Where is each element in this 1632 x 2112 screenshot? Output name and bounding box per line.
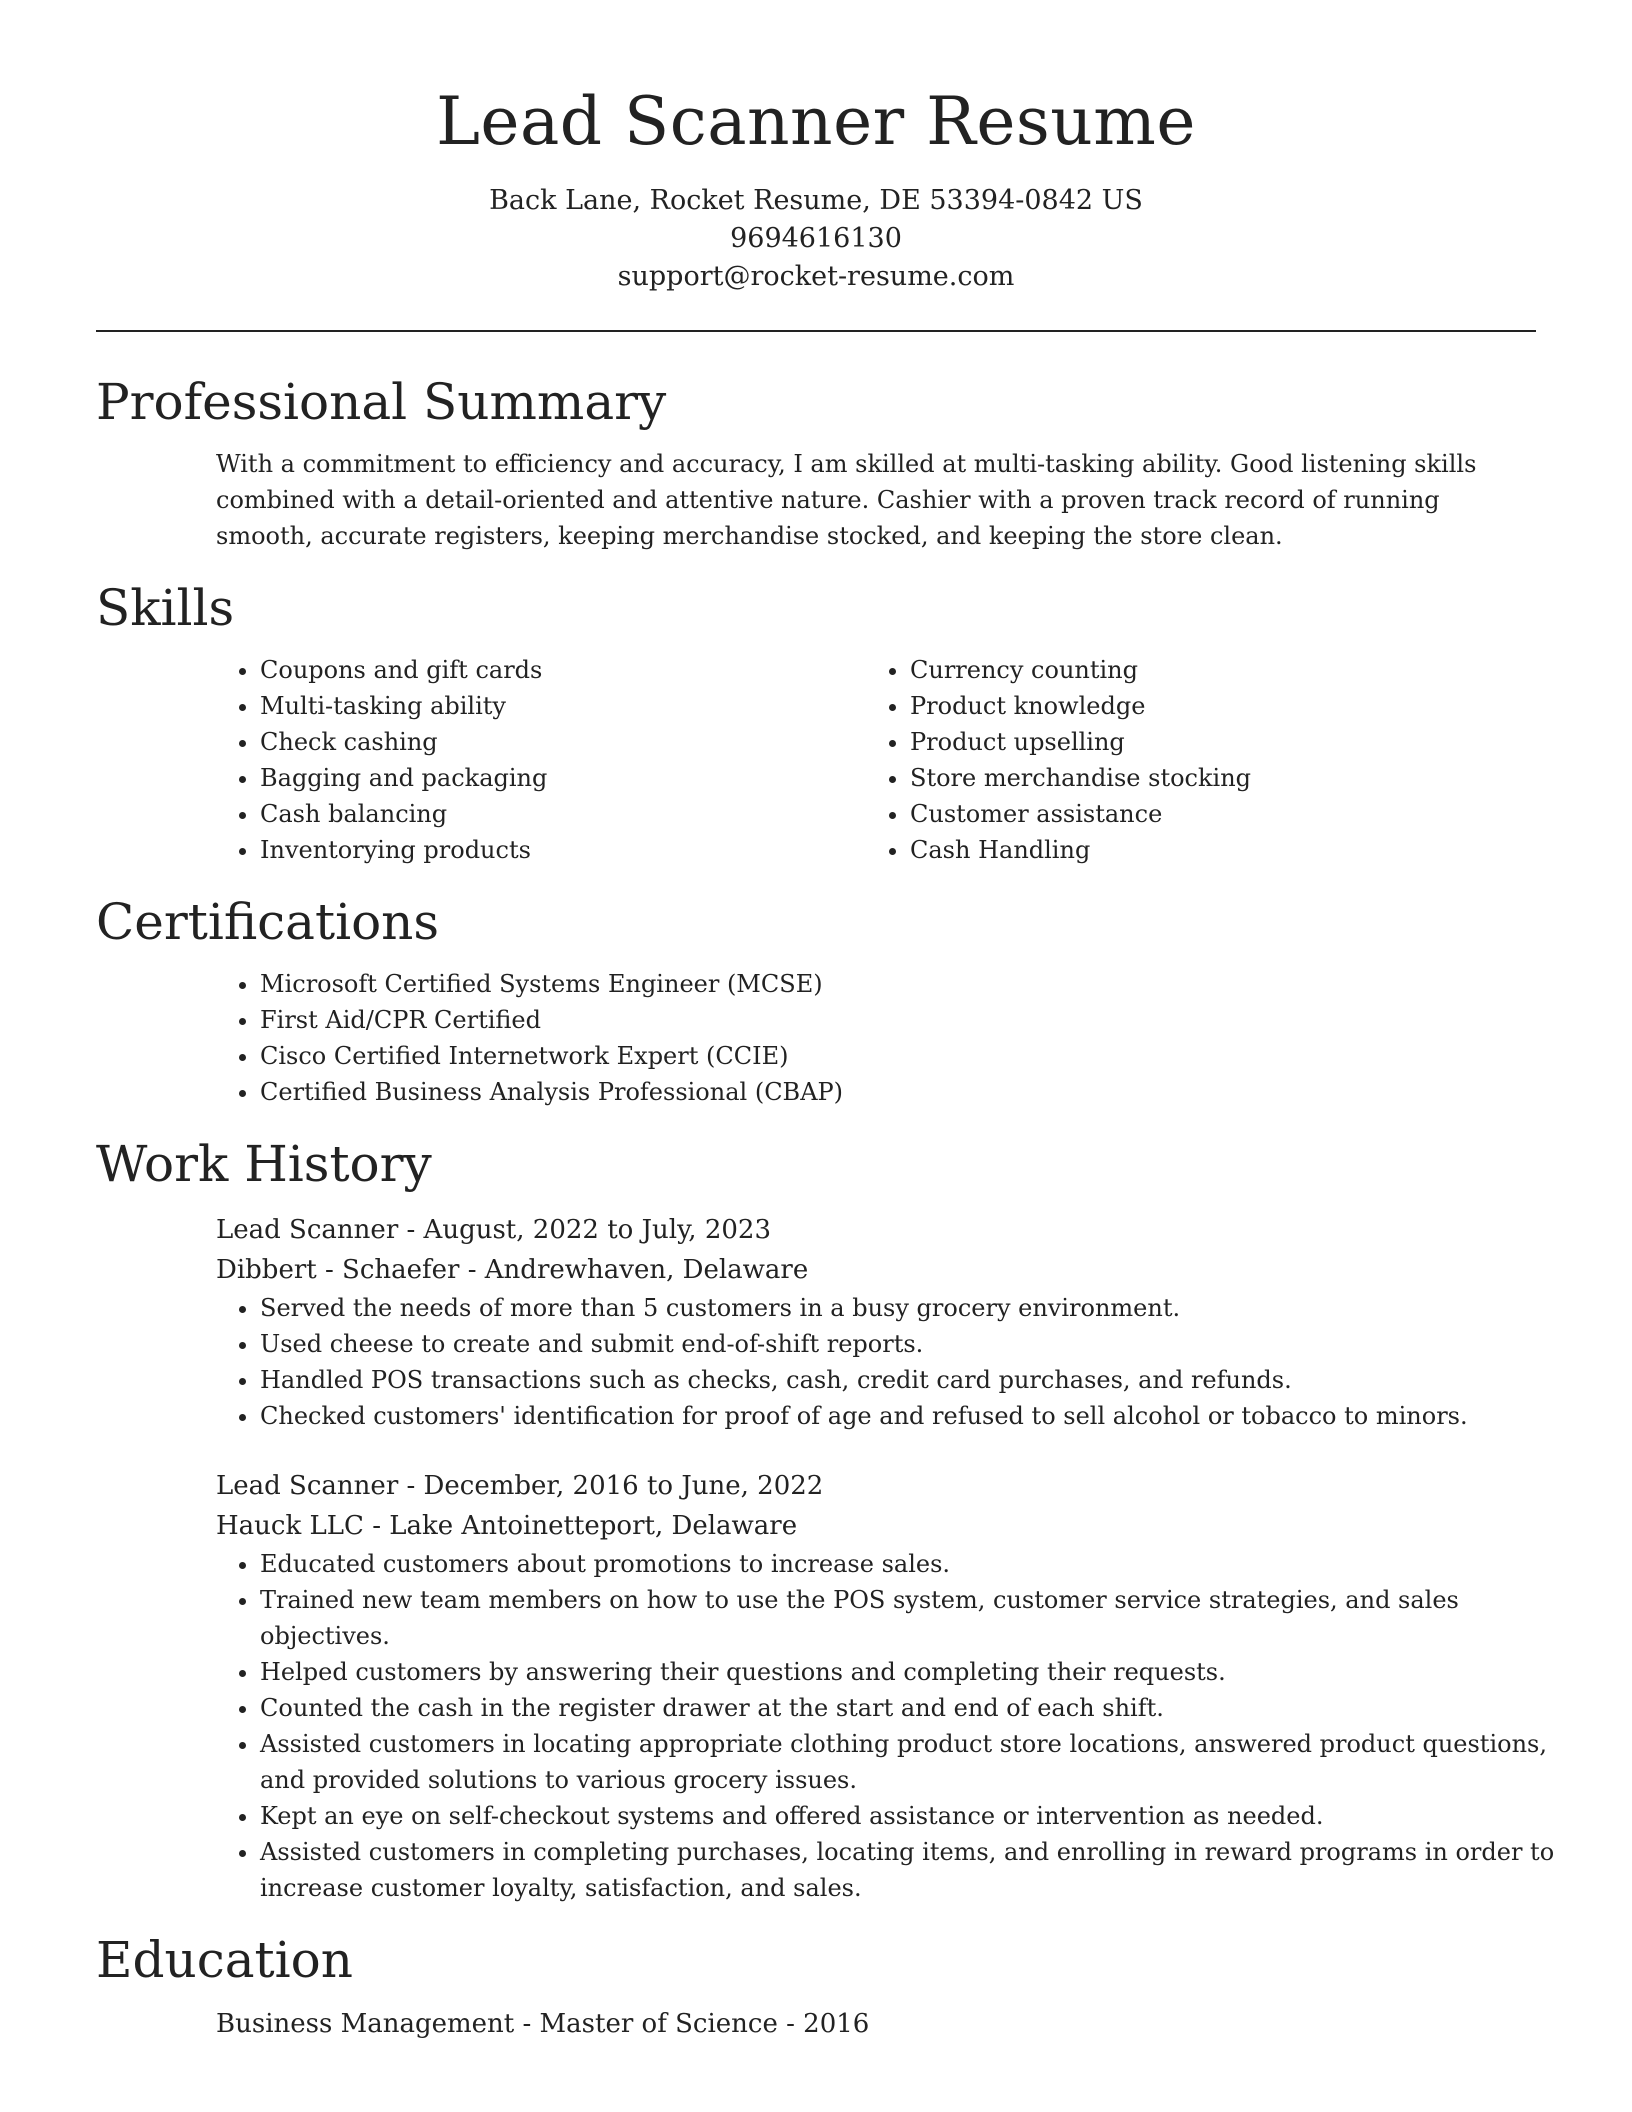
job-title-dates: Lead Scanner - August, 2022 to July, 2023 [216, 1214, 772, 1245]
skill-item: • Store merchandise stocking [910, 760, 1516, 796]
skill-item: • Check cashing [260, 724, 866, 760]
job-company-location: Hauck LLC - Lake Antoinetteport, Delaware [216, 1510, 798, 1541]
certifications-section [96, 892, 1536, 1110]
skills-heading: Skills [96, 578, 235, 637]
summary-section [96, 372, 1536, 554]
education-heading: Education [96, 1930, 353, 1989]
skills-column-left [216, 652, 866, 868]
job-duty: • Trained new team members on how to use the POS system, customer service strategies, and sales objectives. [260, 1582, 1570, 1654]
education-section [96, 1930, 1536, 2044]
skill-item: • Inventorying products [260, 832, 866, 868]
job-entry [216, 1210, 1536, 1434]
skill-item: • Bagging and packaging [260, 760, 866, 796]
resume-title: Lead Scanner Resume [436, 83, 1196, 160]
address: Back Lane, Rocket Resume, DE 53394-0842 US [489, 184, 1143, 216]
job-duty: • Used cheese to create and submit end-of-shift reports. [260, 1326, 1570, 1362]
certification-item: • Microsoft Certified Systems Engineer (MCSE) [260, 966, 1536, 1002]
resume-header [96, 0, 1536, 296]
skill-item: • Product knowledge [910, 688, 1516, 724]
skill-item: • Multi-tasking ability [260, 688, 866, 724]
job-duty: • Assisted customers in locating appropriate clothing product store locations, answered product questions, and provided solutions to various grocery issues. [260, 1726, 1570, 1798]
job-company-location: Dibbert - Schaefer - Andrewhaven, Delaware [216, 1254, 809, 1285]
skill-item: • Customer assistance [910, 796, 1516, 832]
certification-item: • Cisco Certified Internetwork Expert (CCIE) [260, 1038, 1536, 1074]
certification-item: • First Aid/CPR Certified [260, 1002, 1536, 1038]
summary-heading: Professional Summary [96, 372, 667, 431]
job-duty: • Handled POS transactions such as checks, cash, credit card purchases, and refunds. [260, 1362, 1570, 1398]
skills-section [96, 578, 1536, 868]
skills-columns [216, 652, 1536, 868]
skill-item: • Currency counting [910, 652, 1516, 688]
job-entry [216, 1466, 1555, 1906]
education-item: Business Management - Master of Science - 2016 [216, 2008, 870, 2039]
job-duty: • Assisted customers in completing purchases, locating items, and enrolling in reward programs in order to increase customer loyalty, satisfaction, and sales. [260, 1834, 1570, 1906]
job-duty: • Served the needs of more than 5 customers in a busy grocery environment. [260, 1290, 1570, 1326]
skill-item: • Product upselling [910, 724, 1516, 760]
certifications-heading: Certifications [96, 892, 440, 951]
phone: 9694616130 [730, 222, 902, 254]
skills-column-right [866, 652, 1516, 868]
contact-block [96, 182, 1536, 296]
job-duties [216, 1290, 1570, 1434]
job-duty: • Educated customers about promotions to increase sales. [260, 1546, 1570, 1582]
skill-item: • Coupons and gift cards [260, 652, 866, 688]
job-duty: • Helped customers by answering their questions and completing their requests. [260, 1654, 1570, 1690]
skill-item: • Cash Handling [910, 832, 1516, 868]
resume-page [96, 0, 1555, 2044]
work-history-heading: Work History [96, 1134, 432, 1193]
certification-item: • Certified Business Analysis Professional (CBAP) [260, 1074, 1536, 1110]
header-divider [96, 330, 1536, 332]
work-history-section [96, 1134, 1555, 1906]
job-duty: • Counted the cash in the register drawer at the start and end of each shift. [260, 1690, 1570, 1726]
skill-item: • Cash balancing [260, 796, 866, 832]
job-duty: • Checked customers' identification for proof of age and refused to sell alcohol or tobacco to minors. [260, 1398, 1570, 1434]
email: support@rocket-resume.com [617, 260, 1015, 292]
summary-text: With a commitment to efficiency and accuracy, I am skilled at multi-tasking ability. Good listening skills combined with a detail-oriented and attentive nature. Cashier with a proven track record of running smooth, accurate registers, keeping merchandise stocked, and keeping the store clean. [216, 449, 1477, 550]
job-duties [216, 1546, 1570, 1906]
certifications-list [216, 966, 1536, 1110]
job-title-dates: Lead Scanner - December, 2016 to June, 2022 [216, 1470, 824, 1501]
job-duty: • Kept an eye on self-checkout systems and offered assistance or intervention as needed. [260, 1798, 1570, 1834]
